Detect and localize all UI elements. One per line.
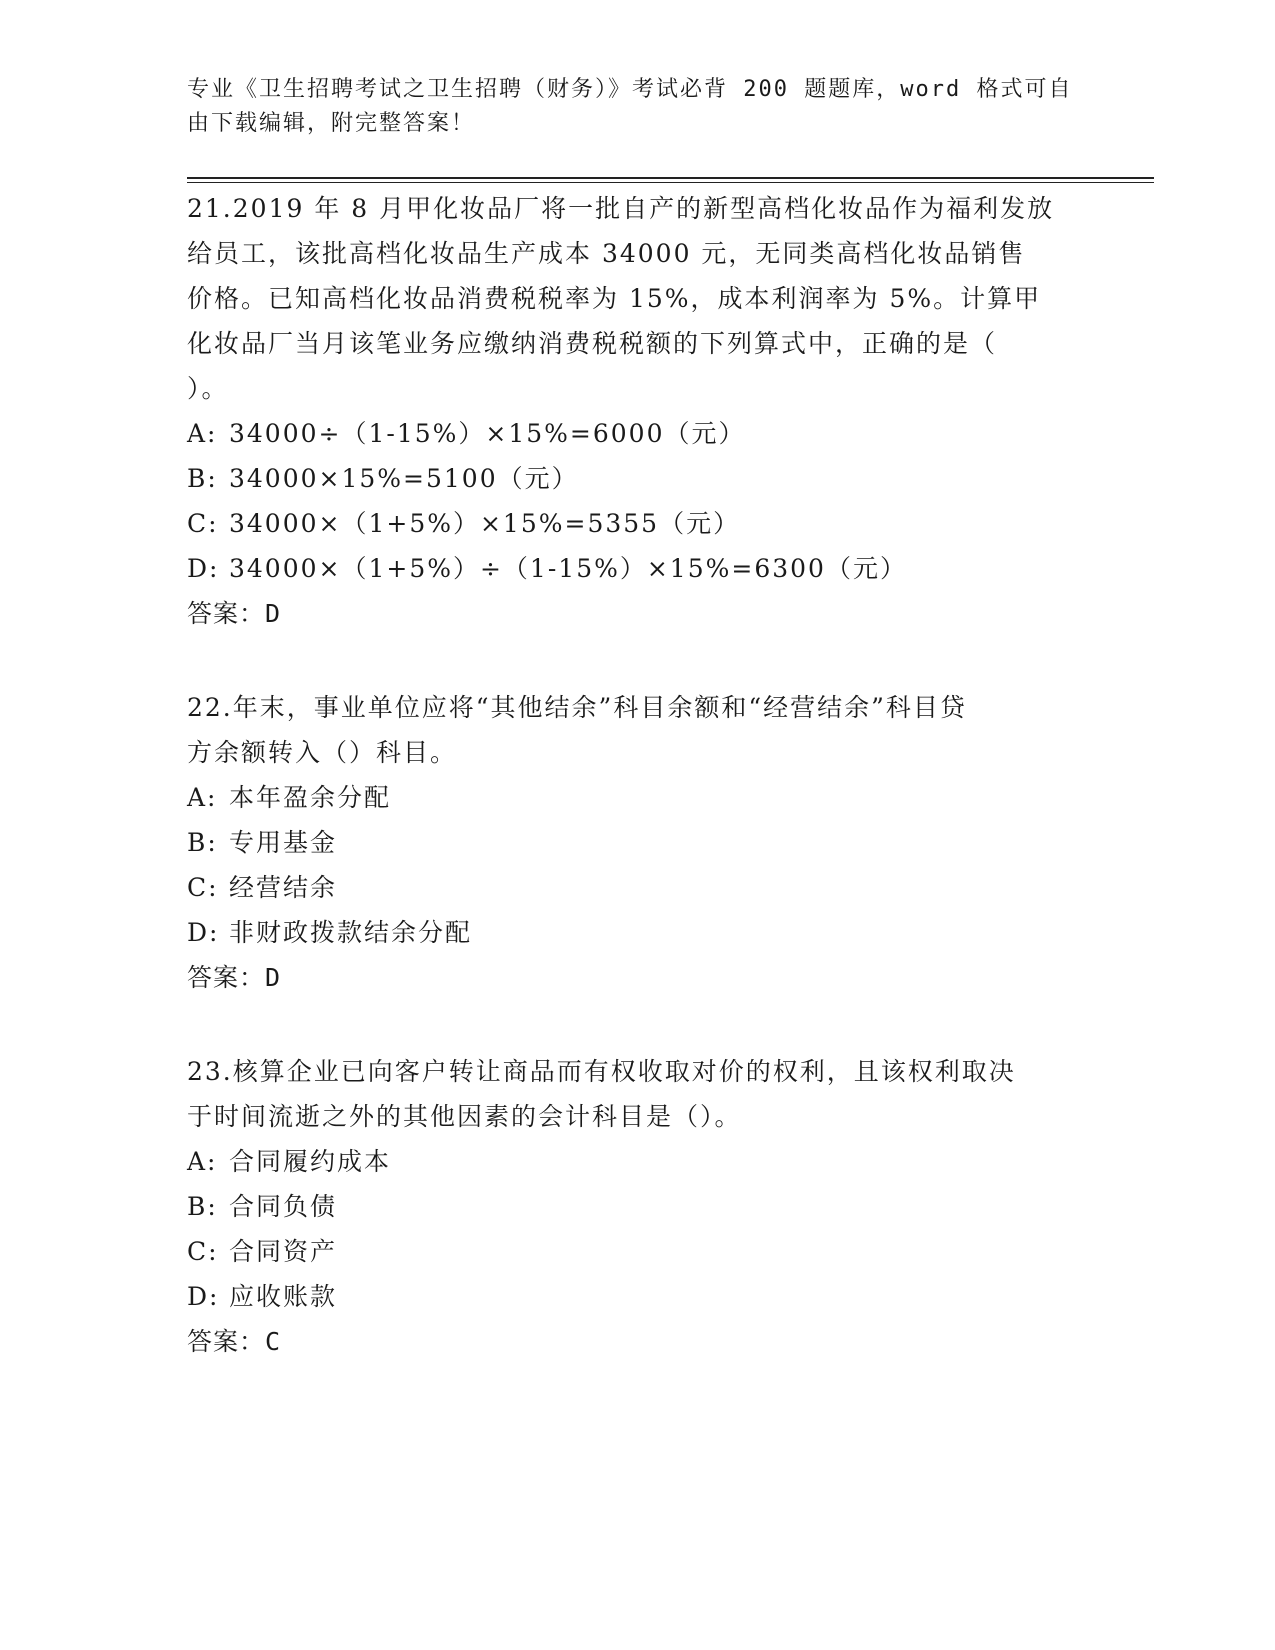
question-23-line-2: 于时间流逝之外的其他因素的会计科目是（）。 (187, 1102, 742, 1131)
option-text: 应收账款 (229, 1282, 338, 1311)
header-divider-thick (187, 177, 1154, 179)
option-text: 专用基金 (229, 828, 338, 857)
question-21-line-5: ）。 (187, 374, 229, 403)
option-text: 合同履约成本 (229, 1147, 392, 1176)
option-letter: D: (187, 554, 220, 583)
option-letter: B: (187, 464, 218, 493)
header-divider-thin (187, 182, 1154, 183)
document-header (187, 73, 1087, 141)
header-line-1: 专业《卫生招聘考试之卫生招聘（财务）》考试必背 200 题题库，word 格式可自 (187, 77, 1073, 102)
question-21 (187, 186, 1087, 636)
question-23-answer: 答案：C (187, 1327, 282, 1356)
question-22-line-1: 22.年末，事业单位应将“其他结余”科目余额和“经营结余”科目贷 (187, 693, 967, 722)
option-text: 合同负债 (229, 1192, 338, 1221)
option-letter: B: (187, 828, 218, 857)
option-text: 非财政拨款结余分配 (229, 918, 473, 947)
question-22-option-b (187, 820, 1087, 865)
option-text: 本年盈余分配 (229, 783, 392, 812)
header-line-2: 由下载编辑，附完整答案！ (187, 111, 476, 136)
option-text: 34000×（1+5%）÷（1-15%）×15%=6300（元） (229, 554, 907, 583)
question-22-answer: 答案：D (187, 963, 282, 992)
question-23 (187, 1049, 1087, 1364)
question-23-option-a (187, 1139, 1087, 1184)
question-21-line-3: 价格。已知高档化妆品消费税税率为 15%，成本利润率为 5%。计算甲 (187, 284, 1042, 313)
question-21-option-a (187, 411, 1087, 456)
question-21-line-4: 化妆品厂当月该笔业务应缴纳消费税税额的下列算式中，正确的是（ (187, 329, 998, 358)
question-21-line-1: 21.2019 年 8 月甲化妆品厂将一批自产的新型高档化妆品作为福利发放 (187, 194, 1055, 223)
option-letter: A: (187, 783, 218, 812)
option-text: 34000×（1+5%）×15%=5355（元） (229, 509, 741, 538)
question-22-option-d (187, 910, 1087, 955)
option-letter: C: (187, 873, 219, 902)
question-22 (187, 685, 1087, 1000)
question-22-option-a (187, 775, 1087, 820)
question-21-option-c (187, 501, 1087, 546)
question-22-line-2: 方余额转入（）科目。 (187, 738, 458, 767)
option-text: 经营结余 (229, 873, 338, 902)
question-23-line-1: 23.核算企业已向客户转让商品而有权收取对价的权利，且该权利取决 (187, 1057, 1016, 1086)
question-21-answer: 答案：D (187, 599, 282, 628)
option-letter: A: (187, 1147, 218, 1176)
question-21-option-b (187, 456, 1087, 501)
option-letter: C: (187, 509, 219, 538)
question-23-option-d (187, 1274, 1087, 1319)
option-letter: A: (187, 419, 218, 448)
option-text: 34000×15%=5100（元） (229, 464, 579, 493)
question-21-line-2: 给员工，该批高档化妆品生产成本 34000 元，无同类高档化妆品销售 (187, 239, 1026, 268)
option-letter: C: (187, 1237, 219, 1266)
question-22-option-c (187, 865, 1087, 910)
option-letter: D: (187, 918, 220, 947)
option-text: 34000÷（1-15%）×15%=6000（元） (229, 419, 746, 448)
question-23-option-c (187, 1229, 1087, 1274)
option-letter: D: (187, 1282, 220, 1311)
option-text: 合同资产 (229, 1237, 338, 1266)
option-letter: B: (187, 1192, 218, 1221)
question-21-option-d (187, 546, 1087, 591)
question-23-option-b (187, 1184, 1087, 1229)
